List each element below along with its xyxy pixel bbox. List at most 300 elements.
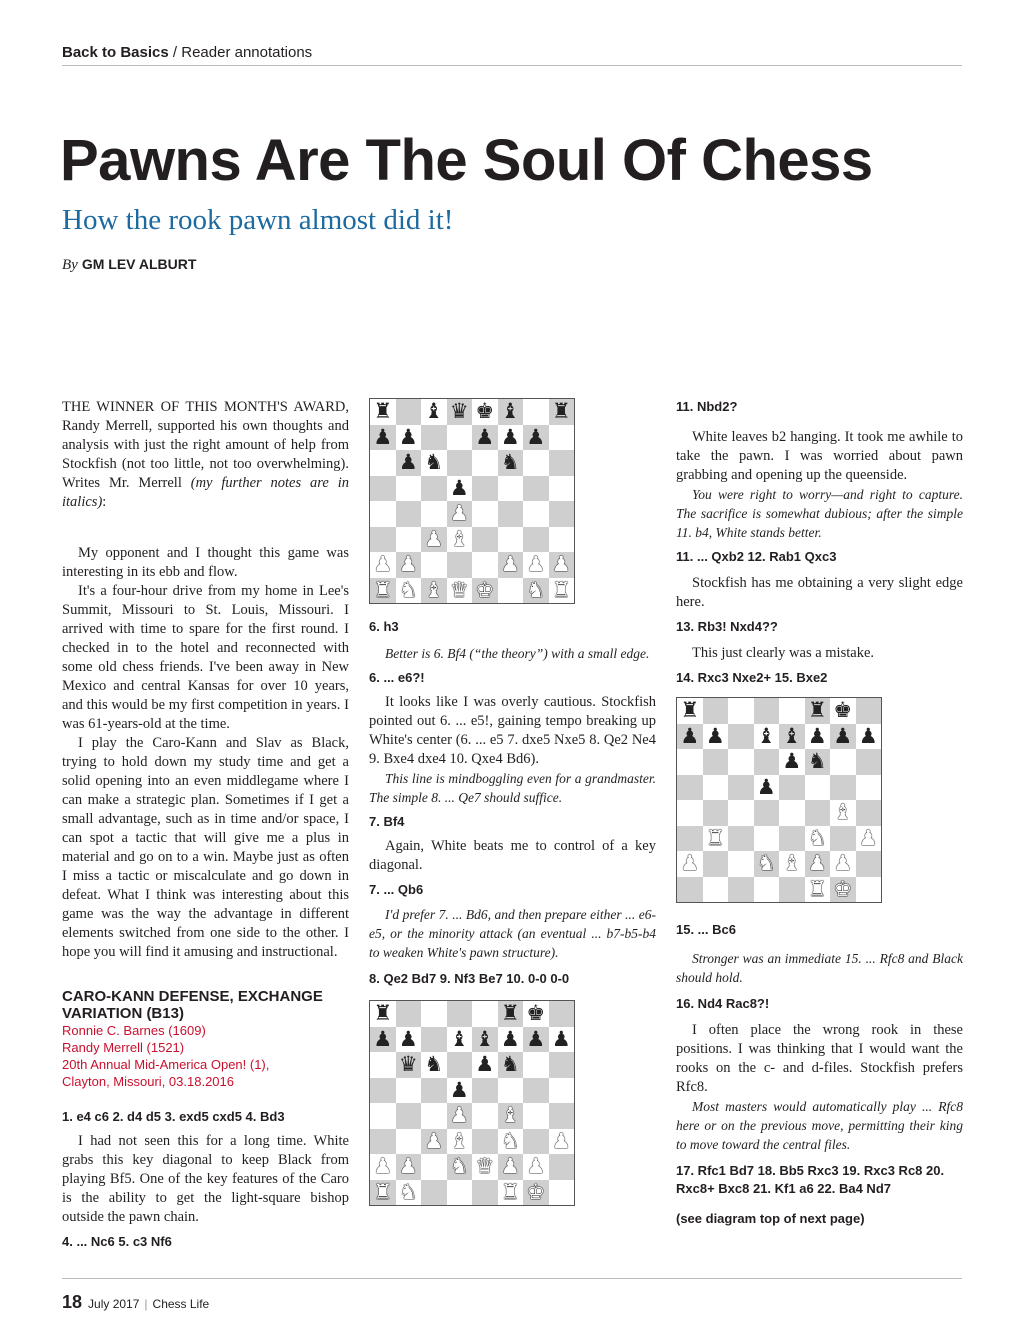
black-king-icon: ♚ <box>833 698 853 723</box>
board-square <box>523 1052 549 1078</box>
paragraph: It looks like I was overly cautious. Stockfish pointed out 6. ... e5!, gaining tempo breaking up White's center (6. ... e5 7. dxe5 Nxe5 8. Qe2 Ne4 9. Bxe4 dxe4 10. Qxe4 Bd6). <box>369 694 656 767</box>
white-rook-icon: ♜ <box>500 1179 520 1204</box>
move-text: 17. Rfc1 Bd7 18. Bb5 Rxc3 19. Rxc3 Rc8 20. Rxc8+ Bxc8 21. Kf1 a6 22. Ba4 Nd7 <box>676 1163 945 1196</box>
board-square <box>523 1027 549 1053</box>
board-square <box>472 425 498 451</box>
board-square <box>396 476 422 502</box>
black-pawn-icon: ♟ <box>500 1026 520 1051</box>
board-square <box>396 1154 422 1180</box>
board-square <box>523 1180 549 1206</box>
move-text: 7. Bf4 <box>369 814 405 829</box>
board-square <box>370 552 396 578</box>
board-square <box>830 826 856 852</box>
footer-divider <box>62 1278 962 1279</box>
board-square <box>498 1078 524 1104</box>
white-bishop-icon: ♝ <box>782 851 802 876</box>
board-square <box>779 724 805 750</box>
chess-diagram <box>369 398 575 604</box>
board-square <box>498 527 524 553</box>
black-knight-icon: ♞ <box>424 1052 444 1077</box>
paragraph: White leaves b2 hanging. It took me awhile to take the pawn. I was worried about pawn grabbing and opening up the queenside. <box>676 429 963 483</box>
board-square <box>830 851 856 877</box>
white-rook-icon: ♜ <box>705 825 725 850</box>
move-text: 1. e4 c6 2. d4 d5 3. exd5 cxd5 4. Bd3 <box>62 1109 285 1124</box>
section-header <box>62 44 962 61</box>
board-square <box>447 527 473 553</box>
board-square <box>472 501 498 527</box>
white-pawn-icon: ♟ <box>500 1154 520 1179</box>
board-square <box>421 552 447 578</box>
board-square <box>396 1052 422 1078</box>
white-pawn-icon: ♟ <box>680 851 700 876</box>
subsection-name: Reader annotations <box>181 44 313 61</box>
board-square <box>754 800 780 826</box>
section-name: Back to Basics <box>62 44 169 61</box>
paragraph: I had not seen this for a long time. White grabs this key diagonal to keep Black from playing Bf5. One of the key features of the Caro is the ability to get the light-square bishop outside the pawn chain. <box>62 1133 349 1225</box>
black-pawn-icon: ♟ <box>475 424 495 449</box>
board-square <box>523 450 549 476</box>
white-pawn-icon: ♟ <box>424 526 444 551</box>
black-bishop-icon: ♝ <box>449 1026 469 1051</box>
board-square <box>447 1078 473 1104</box>
board-square <box>498 476 524 502</box>
white-rook-icon: ♜ <box>373 1179 393 1204</box>
board-square <box>396 1180 422 1206</box>
board-square <box>677 749 703 775</box>
white-pawn-icon: ♟ <box>373 1154 393 1179</box>
white-pawn-icon: ♟ <box>398 1154 418 1179</box>
board-square <box>549 425 575 451</box>
white-knight-icon: ♞ <box>526 577 546 602</box>
board-square <box>396 578 422 604</box>
board-square <box>421 1078 447 1104</box>
board-square <box>472 1154 498 1180</box>
black-pawn-icon: ♟ <box>398 450 418 475</box>
board-square <box>830 698 856 724</box>
board-square <box>754 877 780 903</box>
black-queen-icon: ♛ <box>398 1052 418 1077</box>
white-rook-icon: ♜ <box>373 577 393 602</box>
black-pawn-icon: ♟ <box>858 723 878 748</box>
board-square <box>498 1001 524 1027</box>
white-pawn-icon: ♟ <box>526 1154 546 1179</box>
black-pawn-icon: ♟ <box>449 1077 469 1102</box>
board-square <box>421 578 447 604</box>
white-pawn-icon: ♟ <box>858 825 878 850</box>
board-square <box>805 775 831 801</box>
black-knight-icon: ♞ <box>424 450 444 475</box>
black-bishop-icon: ♝ <box>756 723 776 748</box>
paragraph: Stockfish has me obtaining a very slight edge here. <box>676 575 963 610</box>
board-square <box>523 425 549 451</box>
board-square <box>549 1129 575 1155</box>
white-queen-icon: ♛ <box>449 577 469 602</box>
black-bishop-icon: ♝ <box>424 399 444 424</box>
black-pawn-icon: ♟ <box>500 424 520 449</box>
move-text: 11. ... Qxb2 12. Rab1 Qxc3 <box>676 549 837 564</box>
black-pawn-icon: ♟ <box>833 723 853 748</box>
board-square <box>728 800 754 826</box>
board-square <box>549 1001 575 1027</box>
board-square <box>523 552 549 578</box>
board-square <box>396 450 422 476</box>
board-square <box>703 724 729 750</box>
white-bishop-icon: ♝ <box>449 1128 469 1153</box>
board-square <box>523 501 549 527</box>
board-square <box>370 501 396 527</box>
board-square <box>447 1103 473 1129</box>
paragraph: I often place the wrong rook in these positions. I was thinking that I would want the rooks on the c- and d-files. Stockfish prefers Rfc8. <box>676 1022 963 1095</box>
black-pawn-icon: ♟ <box>373 424 393 449</box>
board-square <box>498 1180 524 1206</box>
black-rook-icon: ♜ <box>373 399 393 424</box>
board-square <box>549 1154 575 1180</box>
black-pawn-icon: ♟ <box>705 723 725 748</box>
board-square <box>472 450 498 476</box>
board-square <box>498 1027 524 1053</box>
board-square <box>396 1103 422 1129</box>
board-square <box>421 450 447 476</box>
paragraph: I play the Caro-Kann and Slav as Black, trying to hold down my study time and get a solid opening into an even middlegame where I can make a strategic plan. Sometimes if I get a small advantage, such as in time and/or space, I can spot a tactic that will give me a plus in material and go on to a win. Maybe just as often I miss a tactic or miscalculate and go down in defeat. What I think was interesting about this game was the way the advantage in different elements switched from one side to the other. I hope you will find it amusing and instructional. <box>62 735 349 960</box>
board-square <box>677 775 703 801</box>
white-knight-icon: ♞ <box>756 851 776 876</box>
board-square <box>779 851 805 877</box>
black-knight-icon: ♞ <box>500 1052 520 1077</box>
board-square <box>677 877 703 903</box>
board-square <box>754 775 780 801</box>
header-divider <box>62 65 962 66</box>
board-square <box>703 749 729 775</box>
board-square <box>447 425 473 451</box>
board-square <box>754 724 780 750</box>
white-pawn-icon: ♟ <box>551 1128 571 1153</box>
board-square <box>677 851 703 877</box>
board-square <box>830 724 856 750</box>
white-pawn-icon: ♟ <box>398 552 418 577</box>
move-text: 8. Qe2 Bd7 9. Nf3 Be7 10. 0-0 0-0 <box>369 971 570 986</box>
intro-paragraph <box>62 398 349 512</box>
white-pawn-icon: ♟ <box>373 552 393 577</box>
move-text: 13. Rb3! Nxd4?? <box>676 619 778 634</box>
board-square <box>523 399 549 425</box>
move-text: 16. Nd4 Rac8?! <box>676 996 770 1011</box>
board-square <box>523 1154 549 1180</box>
board-square <box>523 578 549 604</box>
move-text: 7. ... Qb6 <box>369 882 424 897</box>
board-square <box>856 800 882 826</box>
board-square <box>728 826 754 852</box>
board-square <box>370 476 396 502</box>
board-square <box>370 1052 396 1078</box>
intro-caps: THE WINNER OF THIS MONTH'S AWARD, <box>62 399 349 415</box>
board-square <box>728 724 754 750</box>
black-rook-icon: ♜ <box>551 399 571 424</box>
byline <box>62 256 196 274</box>
board-square <box>447 1154 473 1180</box>
board-square <box>856 724 882 750</box>
white-rook-icon: ♜ <box>551 577 571 602</box>
board-square <box>421 1027 447 1053</box>
board-square <box>728 877 754 903</box>
white-bishop-icon: ♝ <box>500 1103 520 1128</box>
board-square <box>754 749 780 775</box>
board-square <box>830 775 856 801</box>
white-pawn-icon: ♟ <box>807 851 827 876</box>
white-pawn-icon: ♟ <box>526 552 546 577</box>
board-square <box>856 877 882 903</box>
board-square <box>549 476 575 502</box>
board-square <box>805 877 831 903</box>
paragraph: Again, White beats me to control of a key diagonal. <box>369 838 656 873</box>
column-3 <box>676 398 963 1228</box>
board-square <box>830 877 856 903</box>
white-pawn-icon: ♟ <box>833 851 853 876</box>
board-square <box>728 698 754 724</box>
issue-date: July 2017 <box>88 1297 140 1311</box>
board-square <box>472 527 498 553</box>
board-square <box>830 800 856 826</box>
board-square <box>447 1180 473 1206</box>
board-square <box>754 826 780 852</box>
black-pawn-icon: ♟ <box>526 424 546 449</box>
board-square <box>396 1129 422 1155</box>
board-square <box>447 552 473 578</box>
board-square <box>779 698 805 724</box>
white-bishop-icon: ♝ <box>833 800 853 825</box>
board-square <box>370 578 396 604</box>
board-square <box>447 578 473 604</box>
white-bishop-icon: ♝ <box>449 526 469 551</box>
board-square <box>370 425 396 451</box>
white-knight-icon: ♞ <box>807 825 827 850</box>
board-square <box>805 851 831 877</box>
board-square <box>728 851 754 877</box>
board-square <box>370 527 396 553</box>
board-square <box>549 527 575 553</box>
board-square <box>523 527 549 553</box>
board-square <box>498 1052 524 1078</box>
footer-separator: | <box>144 1297 148 1311</box>
black-king-icon: ♚ <box>526 1001 546 1026</box>
board-square <box>472 1052 498 1078</box>
black-knight-icon: ♞ <box>807 749 827 774</box>
board-square <box>779 775 805 801</box>
board-square <box>703 826 729 852</box>
board-square <box>370 1129 396 1155</box>
board-square <box>421 501 447 527</box>
board-square <box>779 826 805 852</box>
game-event: 20th Annual Mid-America Open! (1), <box>62 1057 270 1072</box>
board-square <box>523 476 549 502</box>
game-player-black: Randy Merrell (1521) <box>62 1040 185 1055</box>
board-square <box>472 399 498 425</box>
board-square <box>779 749 805 775</box>
black-pawn-icon: ♟ <box>680 723 700 748</box>
board-square <box>370 1027 396 1053</box>
white-pawn-icon: ♟ <box>551 552 571 577</box>
board-square <box>830 749 856 775</box>
board-square <box>472 578 498 604</box>
white-pawn-icon: ♟ <box>424 1128 444 1153</box>
board-square <box>498 1129 524 1155</box>
intro-italic: (my further notes are in italics) <box>62 475 349 510</box>
board-square <box>396 552 422 578</box>
board-square <box>421 425 447 451</box>
board-square <box>498 399 524 425</box>
annotator-comment: I'd prefer 7. ... Bd6, and then prepare either ... e6-e5, or the minority attack (an eventual ... b7-b5-b4 to weaken White's pawn structure). <box>369 907 656 960</box>
black-rook-icon: ♜ <box>807 698 827 723</box>
annotator-comment: Stronger was an immediate 15. ... Rfc8 and Black should hold. <box>676 951 963 985</box>
byline-author: GM LEV ALBURT <box>81 256 197 272</box>
white-knight-icon: ♞ <box>449 1154 469 1179</box>
board-square <box>472 1103 498 1129</box>
white-pawn-icon: ♟ <box>500 552 520 577</box>
board-square <box>472 1180 498 1206</box>
board-square <box>549 1078 575 1104</box>
article-subtitle: How the rook pawn almost did it! <box>62 204 454 236</box>
board-square <box>549 1103 575 1129</box>
article-title: Pawns Are The Soul Of Chess <box>60 128 873 193</box>
board-square <box>856 851 882 877</box>
annotator-comment: Better is 6. Bf4 (“the theory”) with a small edge. <box>385 646 650 661</box>
board-square <box>421 1129 447 1155</box>
board-square <box>805 724 831 750</box>
board-square <box>754 698 780 724</box>
board-square <box>396 425 422 451</box>
board-square <box>549 1180 575 1206</box>
board-square <box>498 501 524 527</box>
board-square <box>396 1001 422 1027</box>
black-bishop-icon: ♝ <box>475 1026 495 1051</box>
next-page-note: (see diagram top of next page) <box>676 1211 865 1226</box>
white-knight-icon: ♞ <box>500 1128 520 1153</box>
chess-diagram <box>369 1000 575 1206</box>
board-square <box>447 450 473 476</box>
board-square <box>498 1154 524 1180</box>
board-square <box>754 851 780 877</box>
intro-rest: Randy Merrell, supported his own thoughts and analysis with just the right amount of help from Stockfish (not too little, not too overwhelming). Writes Mr. Merrell <box>62 418 349 491</box>
black-pawn-icon: ♟ <box>398 424 418 449</box>
white-knight-icon: ♞ <box>398 1179 418 1204</box>
board-square <box>447 1027 473 1053</box>
board-square <box>472 1129 498 1155</box>
board-square <box>447 1052 473 1078</box>
board-square <box>549 450 575 476</box>
white-pawn-icon: ♟ <box>449 1103 469 1128</box>
move-text: 4. ... Nc6 5. c3 Nf6 <box>62 1234 172 1249</box>
board-square <box>549 578 575 604</box>
game-heading: CARO-KANN DEFENSE, EXCHANGE VARIATION (B13) <box>62 988 323 1022</box>
black-rook-icon: ♜ <box>500 1001 520 1026</box>
board-square <box>447 399 473 425</box>
board-square <box>370 1078 396 1104</box>
board-square <box>447 1001 473 1027</box>
board-square <box>549 1052 575 1078</box>
board-square <box>472 1027 498 1053</box>
move-text: 15. ... Bc6 <box>676 922 736 937</box>
white-queen-icon: ♛ <box>475 1154 495 1179</box>
annotator-comment: You were right to worry—and right to capture. The sacrifice is somewhat dubious; after the simple 11. b4, White stands better. <box>676 487 963 540</box>
white-pawn-icon: ♟ <box>449 501 469 526</box>
board-square <box>805 800 831 826</box>
black-pawn-icon: ♟ <box>782 749 802 774</box>
board-square <box>805 826 831 852</box>
annotator-comment: Most masters would automatically play ... Rfc8 here or on the previous move, permitting their king to move toward the central files. <box>676 1099 963 1152</box>
white-king-icon: ♚ <box>475 577 495 602</box>
black-pawn-icon: ♟ <box>373 1026 393 1051</box>
board-square <box>396 1027 422 1053</box>
board-square <box>421 399 447 425</box>
board-square <box>421 1154 447 1180</box>
board-square <box>498 450 524 476</box>
white-bishop-icon: ♝ <box>424 577 444 602</box>
move-text: 11. Nbd2? <box>676 399 738 414</box>
white-king-icon: ♚ <box>526 1179 546 1204</box>
board-square <box>396 501 422 527</box>
board-square <box>703 800 729 826</box>
board-square <box>370 1001 396 1027</box>
board-square <box>370 399 396 425</box>
board-square <box>677 698 703 724</box>
board-square <box>421 527 447 553</box>
black-pawn-icon: ♟ <box>756 774 776 799</box>
board-square <box>856 826 882 852</box>
board-square <box>805 749 831 775</box>
board-square <box>856 698 882 724</box>
board-square <box>523 1001 549 1027</box>
board-square <box>421 1052 447 1078</box>
black-king-icon: ♚ <box>475 399 495 424</box>
board-square <box>370 1180 396 1206</box>
board-square <box>856 749 882 775</box>
board-square <box>549 1027 575 1053</box>
board-square <box>779 800 805 826</box>
board-square <box>396 1078 422 1104</box>
board-square <box>728 775 754 801</box>
magazine-name: Chess Life <box>152 1297 210 1311</box>
board-square <box>472 476 498 502</box>
board-square <box>370 1103 396 1129</box>
board-square <box>677 724 703 750</box>
board-square <box>370 1154 396 1180</box>
header-slash: / <box>168 44 182 61</box>
annotator-comment: This line is mindboggling even for a grandmaster. The simple 8. ... Qe7 should suffice. <box>369 771 656 805</box>
white-rook-icon: ♜ <box>807 876 827 901</box>
byline-by: By <box>62 257 78 273</box>
board-square <box>396 527 422 553</box>
board-square <box>549 501 575 527</box>
page-footer <box>62 1292 209 1313</box>
black-bishop-icon: ♝ <box>782 723 802 748</box>
intro-end: : <box>102 494 107 510</box>
board-square <box>421 476 447 502</box>
board-square <box>498 1103 524 1129</box>
board-square <box>447 476 473 502</box>
black-pawn-icon: ♟ <box>398 1026 418 1051</box>
board-square <box>728 749 754 775</box>
black-pawn-icon: ♟ <box>551 1026 571 1051</box>
board-square <box>447 501 473 527</box>
board-square <box>421 1180 447 1206</box>
board-square <box>805 698 831 724</box>
board-square <box>677 800 703 826</box>
black-rook-icon: ♜ <box>680 698 700 723</box>
board-square <box>498 425 524 451</box>
board-square <box>523 1103 549 1129</box>
page-number: 18 <box>62 1292 83 1312</box>
board-square <box>498 578 524 604</box>
black-bishop-icon: ♝ <box>500 399 520 424</box>
